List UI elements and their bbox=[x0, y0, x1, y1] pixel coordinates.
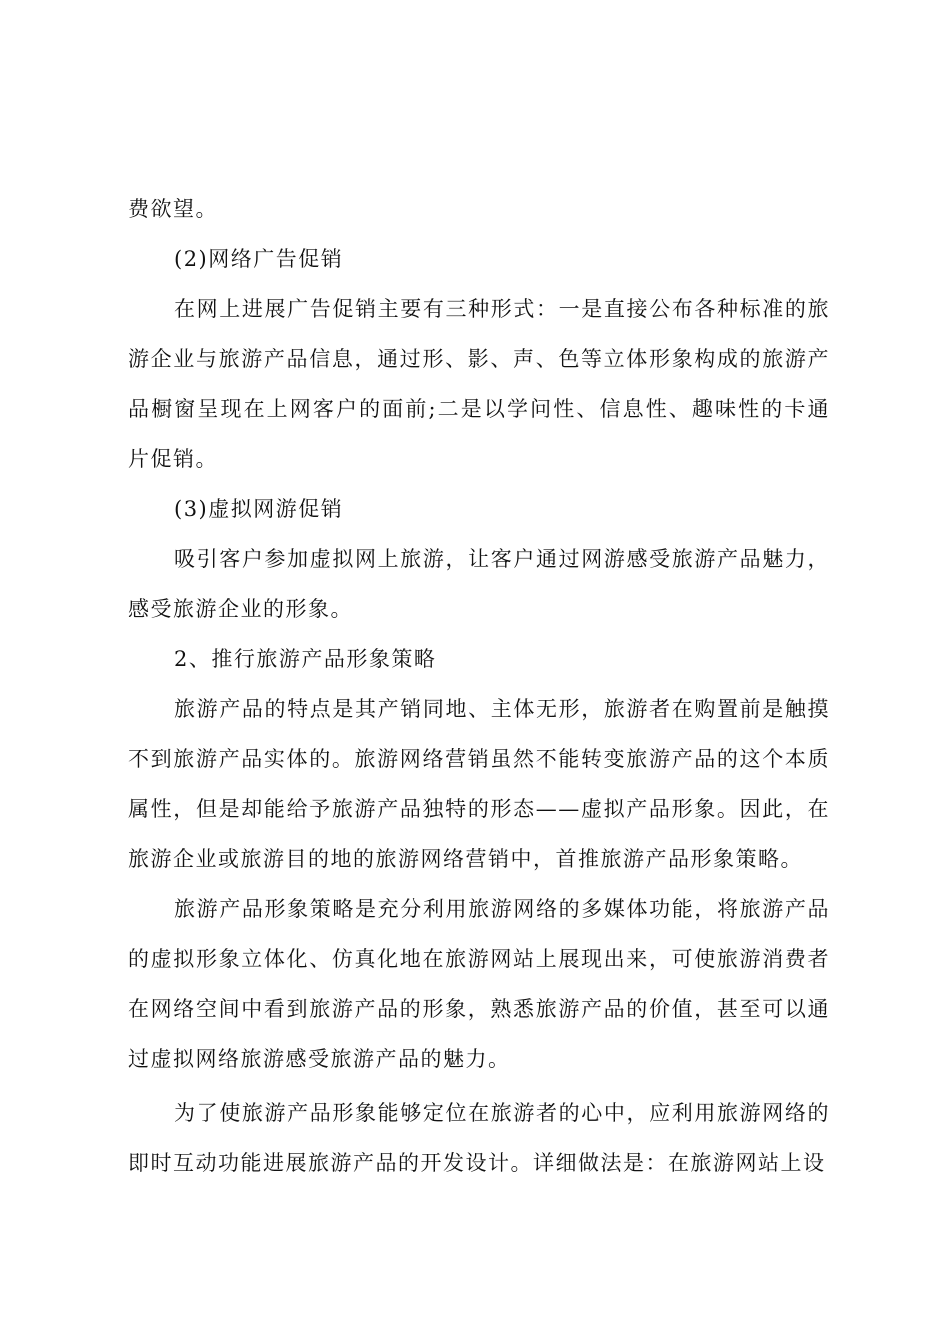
paragraph-image-strategy-definition: 旅游产品形象策略是充分利用旅游网络的多媒体功能，将旅游产品的虚拟形象立体化、仿真化地在旅游网站上展现出来，可使旅游消费者在网络空间中看到旅游产品的形象，熟悉旅游产品的价值，甚至可以通过虚拟网络旅游感受旅游产品的魅力。 bbox=[128, 897, 830, 1071]
section-heading-product-image-strategy: 2、推行旅游产品形象策略 bbox=[174, 647, 437, 671]
paragraph-continuation: 费欲望。 bbox=[128, 197, 218, 221]
subheading-online-ad-promotion: (2)网络广告促销 bbox=[174, 247, 344, 271]
paragraph-online-ad-forms: 在网上进展广告促销主要有三种形式：一是直接公布各种标准的旅游企业与旅游产品信息，通过形、影、声、色等立体形象构成的旅游产品橱窗呈现在上网客户的面前;二是以学问性、信息性、趣味性的卡通片促销。 bbox=[128, 297, 830, 471]
subheading-virtual-tour-promotion: (3)虚拟网游促销 bbox=[174, 497, 344, 521]
paragraph-virtual-tour: 吸引客户参加虚拟网上旅游，让客户通过网游感受旅游产品魅力，感受旅游企业的形象。 bbox=[128, 547, 830, 621]
paragraph-image-positioning: 为了使旅游产品形象能够定位在旅游者的心中，应利用旅游网络的即时互动功能进展旅游产品的开发设计。详细做法是：在旅游网站上设 bbox=[128, 1101, 830, 1175]
document-body bbox=[128, 184, 830, 1188]
paragraph-product-characteristics: 旅游产品的特点是其产销同地、主体无形，旅游者在购置前是触摸不到旅游产品实体的。旅游网络营销虽然不能转变旅游产品的这个本质属性，但是却能给予旅游产品独特的形态——虚拟产品形象。因此，在旅游企业或旅游目的地的旅游网络营销中，首推旅游产品形象策略。 bbox=[128, 697, 830, 871]
